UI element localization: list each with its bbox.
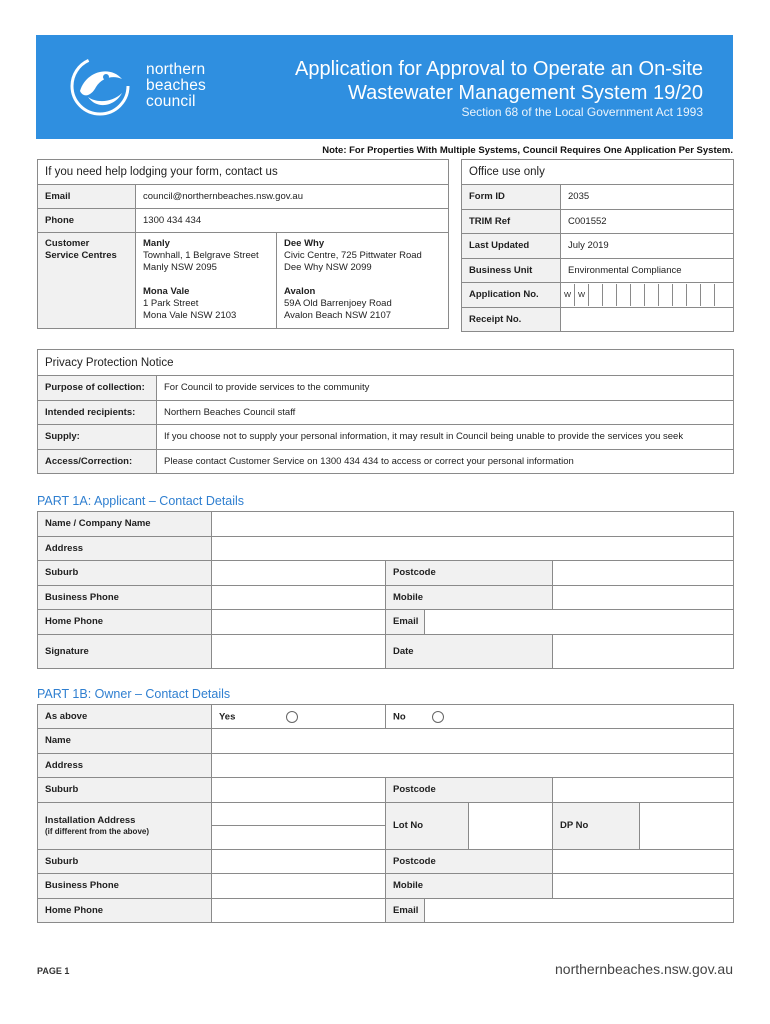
footer-website-link[interactable]: northernbeaches.nsw.gov.au <box>555 961 733 977</box>
lot-no-field[interactable] <box>469 802 553 849</box>
privacy-recipients-label: Intended recipients: <box>38 400 157 425</box>
app-no-digit[interactable] <box>589 284 603 306</box>
owner-address-label: Address <box>38 753 212 778</box>
owner-no-option[interactable] <box>386 705 734 729</box>
office-receipt-no-label: Receipt No. <box>462 307 561 332</box>
privacy-access-label: Access/Correction: <box>38 449 157 474</box>
app-no-prefix-1: W <box>561 284 575 306</box>
privacy-heading: Privacy Protection Notice <box>38 350 734 376</box>
header-banner <box>36 35 733 139</box>
installation-address-title: Installation Address <box>45 814 136 826</box>
form-title <box>295 57 703 105</box>
office-last-updated-label: Last Updated <box>462 234 561 259</box>
privacy-supply-value: If you choose not to supply your personal information, it may result in Council being unable to provide the services you seek <box>157 425 734 450</box>
installation-address-label <box>38 802 212 849</box>
owner-suburb-label: Suburb <box>38 778 212 803</box>
applicant-home-phone-label: Home Phone <box>38 610 212 635</box>
app-no-digit[interactable] <box>715 284 729 306</box>
form-subtitle: Section 68 of the Local Government Act 1993 <box>461 105 703 119</box>
applicant-mobile-label: Mobile <box>386 585 553 610</box>
centre-line1-avalon: 59A Old Barrenjoey Road <box>284 298 392 309</box>
owner-no-label: No <box>393 711 406 723</box>
centre-name-manly: Manly <box>143 238 170 249</box>
office-use-table <box>461 159 734 332</box>
applicant-date-label: Date <box>386 634 553 668</box>
service-centres-label <box>38 233 136 329</box>
owner-yes-option[interactable] <box>212 705 386 729</box>
centre-line2-dee-why: Dee Why NSW 2099 <box>284 262 372 273</box>
page-number: PAGE 1 <box>37 966 70 976</box>
help-email-value[interactable]: council@northernbeaches.nsw.gov.au <box>136 185 449 209</box>
app-no-digit[interactable] <box>687 284 701 306</box>
applicant-signature-label: Signature <box>38 634 212 668</box>
part-1a-title: PART 1A: Applicant – Contact Details <box>37 494 245 508</box>
installation-address-field-1[interactable] <box>212 802 386 825</box>
part-1b-title: PART 1B: Owner – Contact Details <box>37 687 231 701</box>
service-centres-west <box>136 233 277 329</box>
applicant-name-field[interactable] <box>212 512 734 537</box>
centre-line1-mona-vale: 1 Park Street <box>143 298 199 309</box>
app-no-digit[interactable] <box>673 284 687 306</box>
app-no-prefix-2: W <box>575 284 589 306</box>
contact-help-table <box>37 159 449 329</box>
install-postcode-field[interactable] <box>553 849 734 874</box>
applicant-address-label: Address <box>38 536 212 561</box>
app-no-digit[interactable] <box>645 284 659 306</box>
office-last-updated-value: July 2019 <box>561 234 734 259</box>
owner-as-above-label: As above <box>38 705 212 729</box>
owner-mobile-field[interactable] <box>553 874 734 899</box>
receipt-no-field[interactable] <box>561 307 734 332</box>
applicant-home-phone-field[interactable] <box>212 610 386 635</box>
owner-home-phone-label: Home Phone <box>38 898 212 923</box>
logo-line-2: beaches <box>146 77 207 94</box>
install-postcode-label: Postcode <box>386 849 553 874</box>
dp-no-label: DP No <box>553 802 640 849</box>
owner-yes-label: Yes <box>219 711 236 723</box>
dp-no-field[interactable] <box>640 802 734 849</box>
installation-address-field-2[interactable] <box>212 825 386 849</box>
office-application-no-label: Application No. <box>462 283 561 308</box>
centre-line1-manly: Townhall, 1 Belgrave Street <box>143 250 259 261</box>
owner-details-table <box>37 704 734 923</box>
multiple-systems-note: Note: For Properties With Multiple Systems, Council Requires One Application Per System. <box>322 145 733 156</box>
applicant-business-phone-label: Business Phone <box>38 585 212 610</box>
owner-email-label: Email <box>386 898 425 923</box>
install-suburb-field[interactable] <box>212 849 386 874</box>
no-radio-icon[interactable] <box>432 711 444 723</box>
yes-radio-icon[interactable] <box>286 711 298 723</box>
logo-line-3: council <box>146 93 196 110</box>
privacy-access-value: Please contact Customer Service on 1300 434 434 to access or correct your personal information <box>157 449 734 474</box>
applicant-email-field[interactable] <box>425 610 734 635</box>
office-trim-ref-value: C001552 <box>561 209 734 234</box>
logo-line-1: northern <box>146 61 206 78</box>
help-email-label: Email <box>38 185 136 209</box>
applicant-business-phone-field[interactable] <box>212 585 386 610</box>
app-no-digit[interactable] <box>617 284 631 306</box>
service-centres-label-line-1: Customer <box>45 238 90 249</box>
centre-line2-avalon: Avalon Beach NSW 2107 <box>284 310 392 321</box>
applicant-address-field[interactable] <box>212 536 734 561</box>
owner-email-field[interactable] <box>425 898 734 923</box>
owner-business-phone-field[interactable] <box>212 874 386 899</box>
help-heading: If you need help lodging your form, contact us <box>38 160 449 185</box>
applicant-postcode-label: Postcode <box>386 561 553 586</box>
centre-line1-dee-why: Civic Centre, 725 Pittwater Road <box>284 250 422 261</box>
owner-name-field[interactable] <box>212 729 734 754</box>
applicant-postcode-field[interactable] <box>553 561 734 586</box>
lot-no-label: Lot No <box>386 802 469 849</box>
app-no-digit[interactable] <box>631 284 645 306</box>
owner-postcode-label: Postcode <box>386 778 553 803</box>
centre-name-avalon: Avalon <box>284 286 316 297</box>
installation-address-note: (if different from the above) <box>45 826 150 836</box>
council-logo-icon <box>66 53 138 119</box>
owner-postcode-field[interactable] <box>553 778 734 803</box>
owner-address-field[interactable] <box>212 753 734 778</box>
owner-name-label: Name <box>38 729 212 754</box>
office-trim-ref-label: TRIM Ref <box>462 209 561 234</box>
office-heading: Office use only <box>462 160 734 185</box>
centre-name-dee-why: Dee Why <box>284 238 325 249</box>
applicant-date-field[interactable] <box>553 634 734 668</box>
applicant-name-label: Name / Company Name <box>38 512 212 537</box>
office-business-unit-value: Environmental Compliance <box>561 258 734 283</box>
service-centres-east <box>277 233 449 329</box>
privacy-supply-label: Supply: <box>38 425 157 450</box>
application-no-boxes[interactable] <box>561 283 734 308</box>
centre-name-mona-vale: Mona Vale <box>143 286 190 297</box>
applicant-suburb-label: Suburb <box>38 561 212 586</box>
service-centres-label-line-2: Service Centres <box>45 250 117 261</box>
privacy-notice-table <box>37 349 734 474</box>
app-no-digit[interactable] <box>603 284 617 306</box>
privacy-recipients-value: Northern Beaches Council staff <box>157 400 734 425</box>
applicant-details-table <box>37 511 734 669</box>
applicant-email-label: Email <box>386 610 425 635</box>
form-title-line-1: Application for Approval to Operate an On-site <box>294 58 703 80</box>
owner-business-phone-label: Business Phone <box>38 874 212 899</box>
privacy-purpose-label: Purpose of collection: <box>38 376 157 401</box>
office-form-id-value: 2035 <box>561 185 734 210</box>
privacy-purpose-value: For Council to provide services to the community <box>157 376 734 401</box>
council-logo-text <box>146 62 206 110</box>
applicant-mobile-field[interactable] <box>553 585 734 610</box>
office-form-id-label: Form ID <box>462 185 561 210</box>
app-no-digit[interactable] <box>701 284 715 306</box>
owner-mobile-label: Mobile <box>386 874 553 899</box>
applicant-signature-field[interactable] <box>212 634 386 668</box>
owner-suburb-field[interactable] <box>212 778 386 803</box>
centre-line2-manly: Manly NSW 2095 <box>143 262 217 273</box>
form-title-line-2: Wastewater Management System 19/20 <box>348 82 703 104</box>
help-phone-value[interactable]: 1300 434 434 <box>136 209 449 233</box>
office-business-unit-label: Business Unit <box>462 258 561 283</box>
install-suburb-label: Suburb <box>38 849 212 874</box>
app-no-digit[interactable] <box>659 284 673 306</box>
help-phone-label: Phone <box>38 209 136 233</box>
owner-home-phone-field[interactable] <box>212 898 386 923</box>
centre-line2-mona-vale: Mona Vale NSW 2103 <box>143 310 237 321</box>
applicant-suburb-field[interactable] <box>212 561 386 586</box>
